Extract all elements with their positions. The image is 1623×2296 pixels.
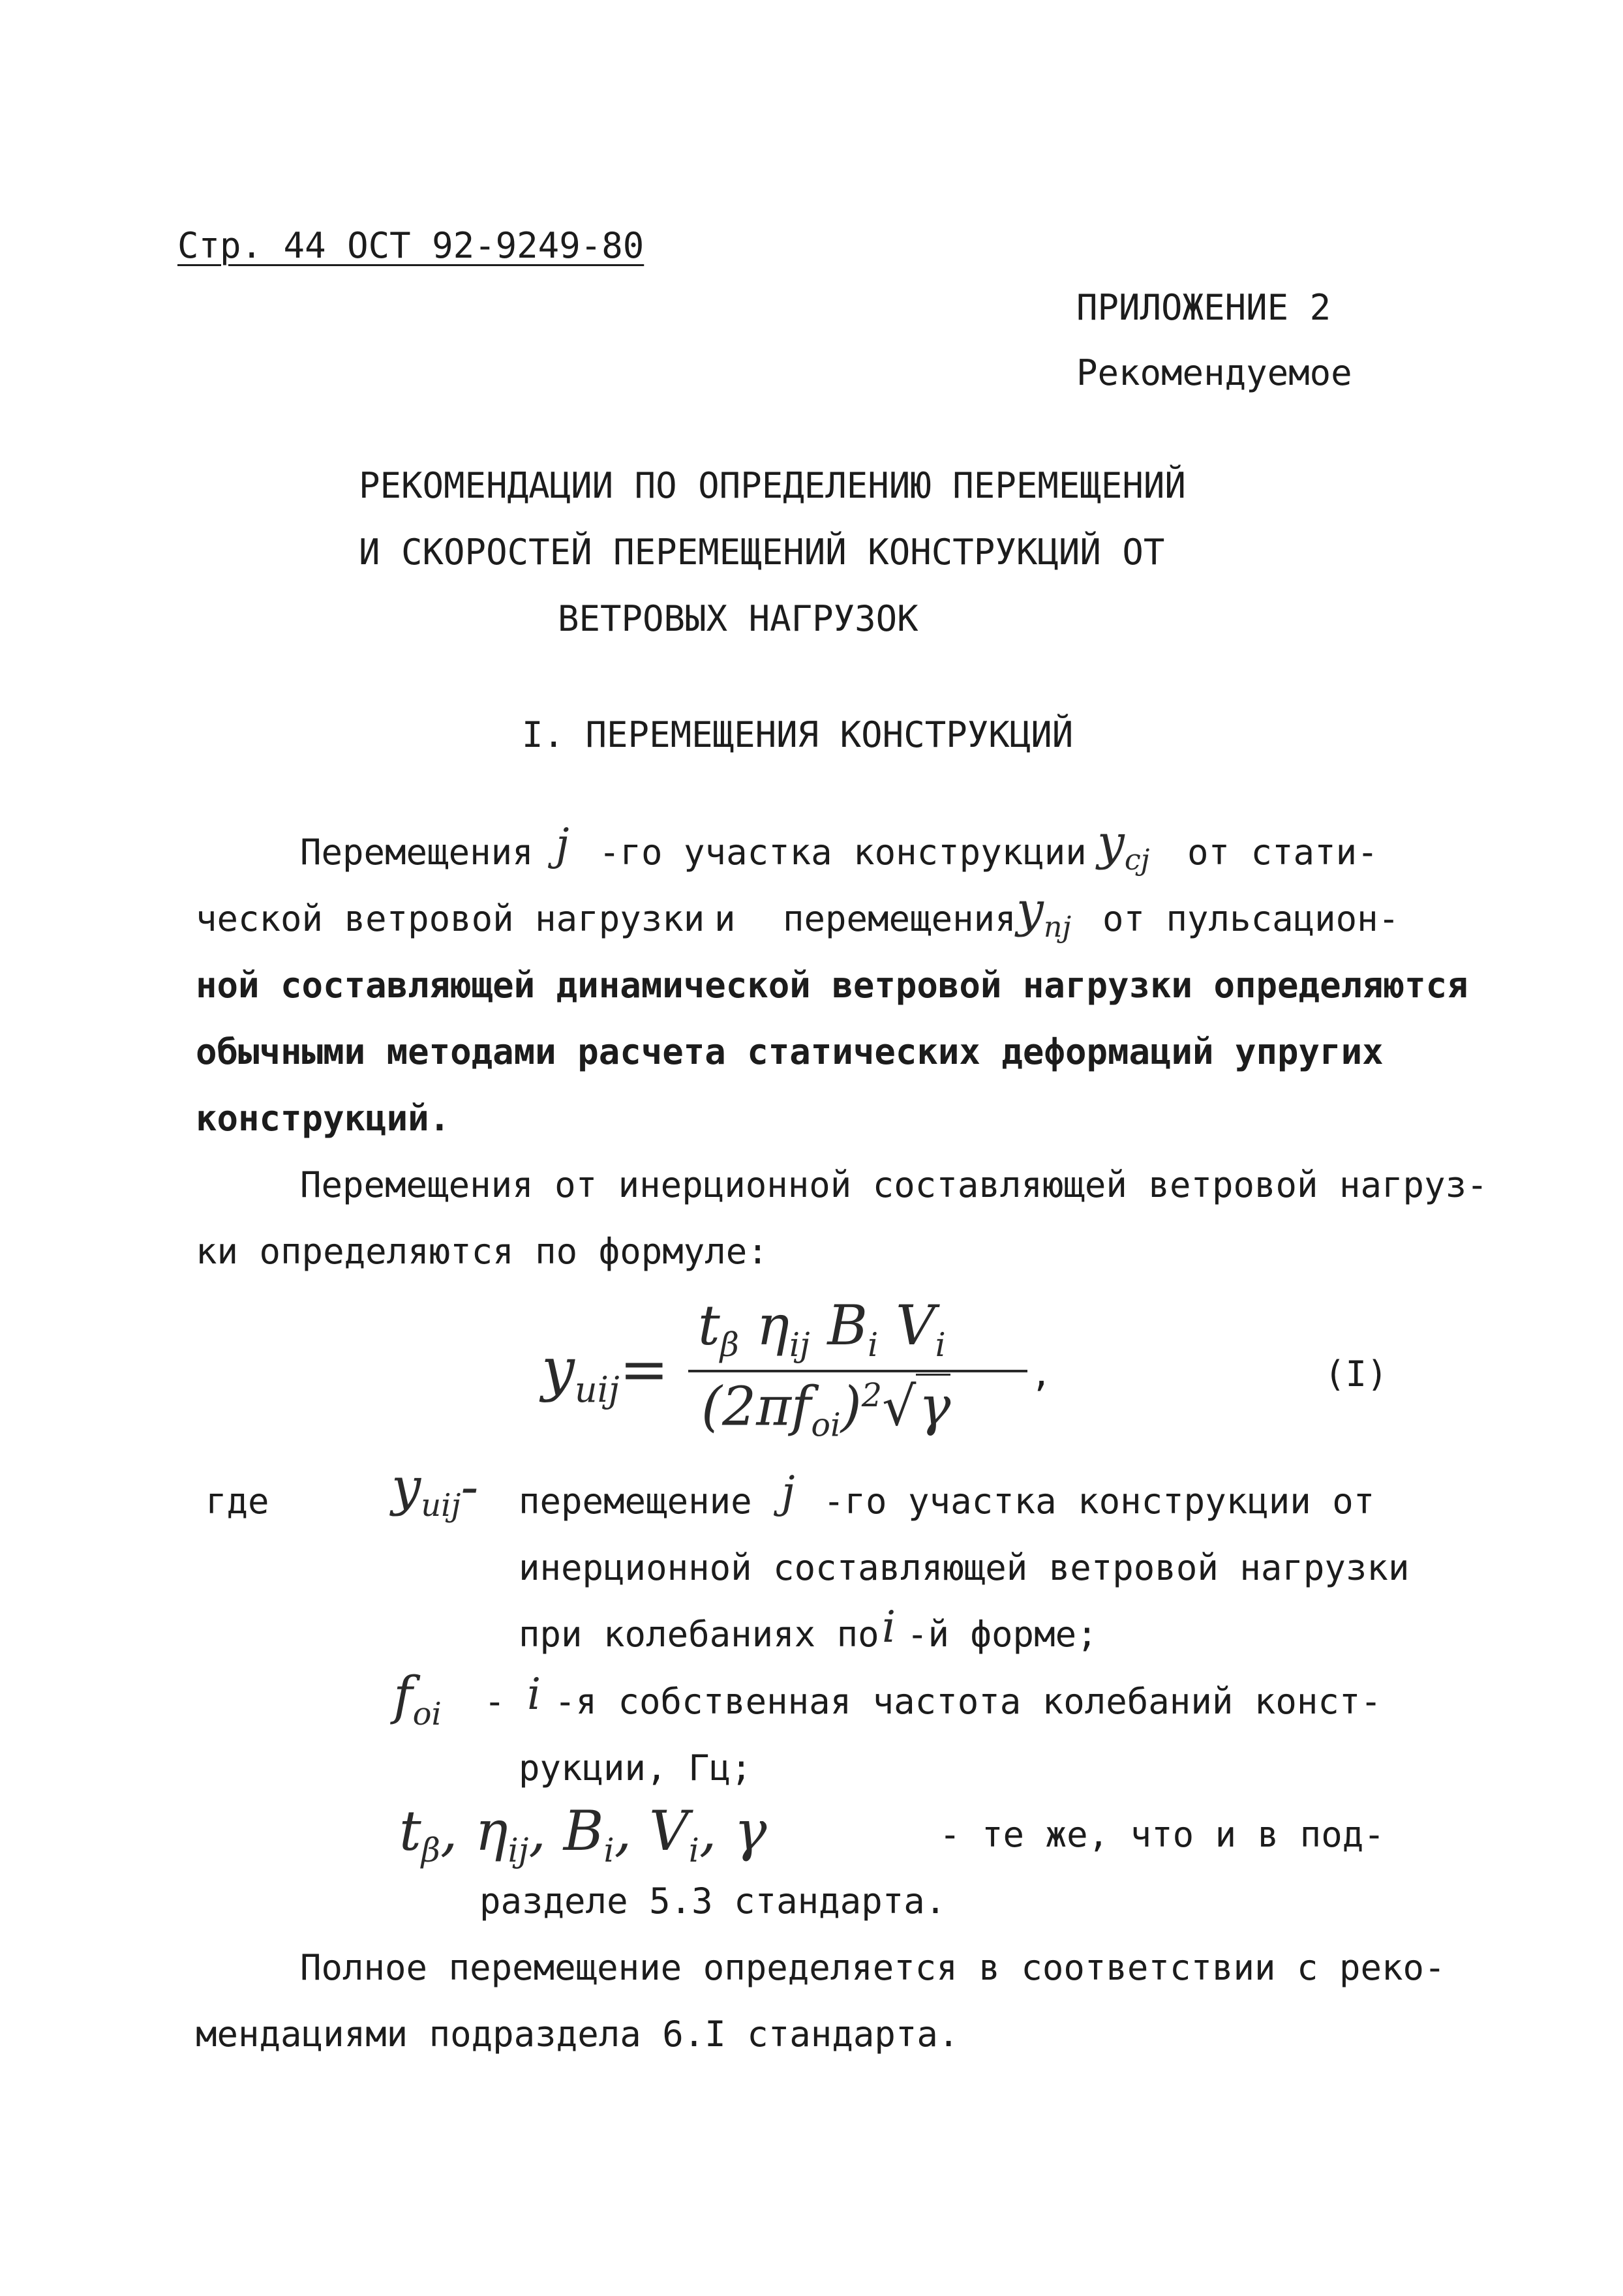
symbol-yuij: $y_{uij}-$	[391, 1457, 479, 1524]
formula-comma: ,	[1031, 1353, 1052, 1395]
symbol-ynj: $y_{nj}$	[1016, 882, 1072, 944]
def1-line2: инерционной составляющей ветровой нагрузки	[519, 1547, 1410, 1588]
para1-line2-a: ческой ветровой нагрузки	[196, 898, 705, 939]
def1-line1-b: -го участка конструкции от	[823, 1481, 1375, 1522]
para1-line2-d: от пульсацион-	[1102, 898, 1400, 939]
def3-line2: разделе 5.3 стандарта.	[479, 1881, 947, 1922]
para1-line2-c: перемещения	[783, 898, 1016, 939]
formula-lhs: $y_{uij}=$	[541, 1335, 669, 1410]
title-line-1: РЕКОМЕНДАЦИИ ПО ОПРЕДЕЛЕНИЮ ПЕРЕМЕЩЕНИЙ	[359, 465, 1186, 506]
para1-line4: обычными методами расчета статических деформаций упругих	[196, 1031, 1384, 1072]
def2-dash: -	[484, 1681, 506, 1722]
def2-line1: -я собственная частота колебаний конст-	[554, 1681, 1382, 1722]
title-line-3: ВЕТРОВЫХ НАГРУЗОК	[558, 598, 918, 639]
para1-line1-b: -го участка конструкции	[599, 832, 1087, 873]
def2-line2: рукции, Гц;	[519, 1747, 752, 1789]
formula-numerator: $t_\beta$ $\eta_{ij}$ $B_i$ $V_i$	[698, 1293, 946, 1364]
para2-line2: ки определяются по формуле:	[196, 1231, 768, 1272]
para1-line3: ной составляющей динамической ветровой нагрузки определяются	[196, 965, 1468, 1006]
title-line-2: И СКОРОСТЕЙ ПЕРЕМЕЩЕНИЙ КОНСТРУКЦИЙ ОТ	[359, 532, 1165, 573]
appendix-status: Рекомендуемое	[1076, 352, 1352, 393]
para1-line2-b: и	[714, 898, 736, 939]
symbol-list: $t_\beta$, $\eta_{ij}$, $B_i$, $V_i$, γ	[399, 1799, 767, 1869]
symbol-j: j	[556, 819, 569, 869]
symbol-foi: $f_{oi}$	[393, 1665, 442, 1732]
symbol-i-2: i	[527, 1669, 541, 1719]
para1-line1-a: Перемещения	[300, 832, 534, 873]
def3-line1: - те же, что и в под-	[939, 1814, 1385, 1855]
para1-line5: конструкций.	[196, 1098, 451, 1139]
def1-line1-a: перемещение	[519, 1481, 752, 1522]
formula-denominator: $(2\pi f_{oi})^2√\gamma$	[701, 1380, 950, 1442]
def1-line3-a: при колебаниях по	[519, 1614, 879, 1655]
appendix-label: ПРИЛОЖЕНИЕ 2	[1076, 287, 1331, 328]
fraction-bar	[688, 1370, 1027, 1372]
para3-line2: мендациями подраздела 6.I стандарта.	[196, 2014, 960, 2055]
def1-line3-b: -й форме;	[907, 1614, 1098, 1655]
symbol-ycj: $y_{cj}$	[1097, 815, 1150, 877]
para2-line1: Перемещения от инерционной составляющей ветровой нагруз-	[300, 1164, 1488, 1205]
symbol-i: i	[882, 1602, 896, 1652]
page-reference: Стр. 44 ОСТ 92-9249-80	[177, 225, 645, 266]
formula-number: (I)	[1324, 1353, 1388, 1395]
where-label: где	[205, 1481, 269, 1522]
section-heading: I. ПЕРЕМЕЩЕНИЯ КОНСТРУКЦИЙ	[522, 714, 1074, 755]
para1-line1-c: от стати-	[1187, 832, 1378, 873]
symbol-j-2: j	[781, 1467, 795, 1517]
para3-line1: Полное перемещение определяется в соответствии с реко-	[300, 1947, 1446, 1988]
